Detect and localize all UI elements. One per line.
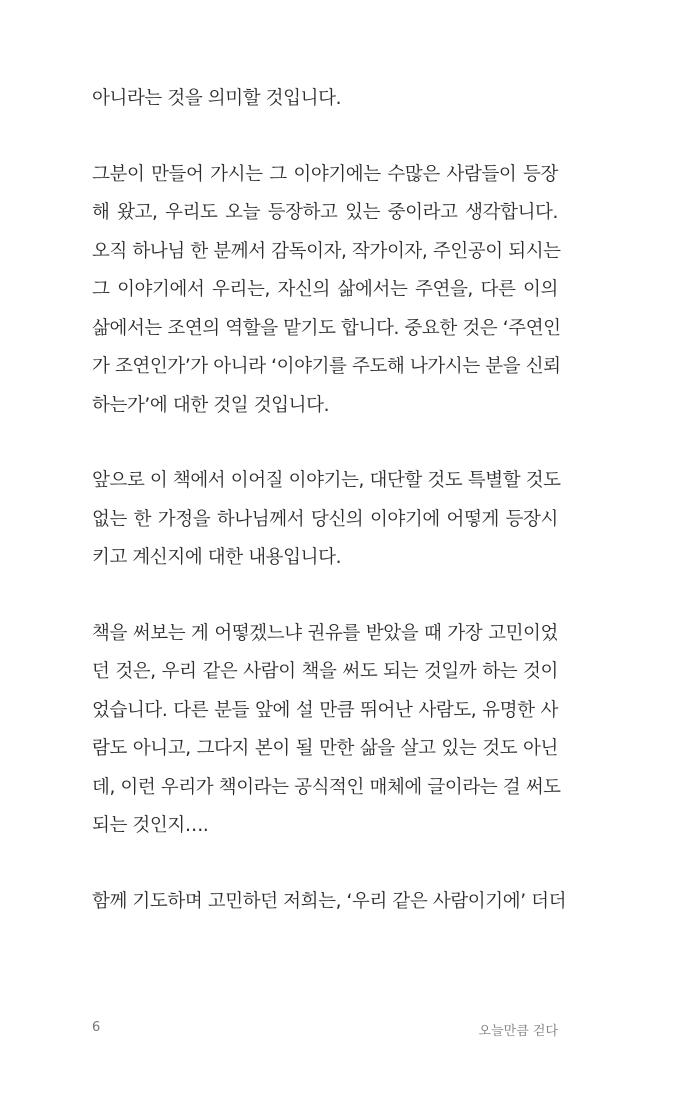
paragraph-3 <box>92 462 561 578</box>
text-line: 앞으로 이 책에서 이어질 이야기는, 대단할 것도 특별할 것도 <box>92 470 561 491</box>
page-number: 6 <box>92 1020 101 1035</box>
text-line: 그분이 만들어 가시는 그 이야기에는 수많은 사람들이 등장 <box>92 163 558 185</box>
text-line: 그 이야기에서 우리는, 자신의 삶에서는 주연을, 다른 이의 <box>92 279 558 300</box>
text-line: 었습니다. 다른 분들 앞에 설 만큼 뛰어난 사람도, 유명한 사 <box>92 699 558 721</box>
text-line: 삶에서는 조연의 역할을 맡기도 합니다. 중요한 것은 ‘주연인 <box>92 317 561 339</box>
text-line: 가 조연인가’가 아니라 ‘이야기를 주도해 나가시는 분을 신뢰 <box>92 356 561 377</box>
text-line: 아니라는 것을 의미할 것입니다. <box>92 88 342 109</box>
text-line: 함께 기도하며 고민하던 저희는, ‘우리 같은 사람이기에’ 더더 <box>92 890 567 912</box>
text-line: 데, 이런 우리가 책이라는 공식적인 매체에 글이라는 걸 써도 <box>92 776 561 798</box>
text-line: 하는가’에 대한 것일 것입니다. <box>92 394 330 416</box>
paragraph-2 <box>92 156 561 426</box>
paragraph-gap <box>92 425 558 462</box>
page-footer <box>92 1020 558 1040</box>
page-body <box>92 80 567 921</box>
paragraph-gap <box>92 119 558 156</box>
text-line: 책을 써보는 게 어떻겠느냐 권유를 받았을 때 가장 고민이었 <box>92 622 558 644</box>
paragraph-gap <box>92 846 558 883</box>
text-line: 던 것은, 우리 같은 사람이 책을 써도 되는 것일까 하는 것이 <box>92 661 558 682</box>
paragraph-1 <box>92 80 558 119</box>
text-line: 람도 아니고, 그다지 본이 될 만한 삶을 살고 있는 것도 아닌 <box>92 738 558 759</box>
text-line: 키고 계신지에 대한 내용입니다. <box>92 547 342 568</box>
text-line: 되는 것인지…. <box>92 815 209 836</box>
text-line: 오직 하나님 한 분께서 감독이자, 작가이자, 주인공이 되시는 <box>92 240 561 262</box>
text-line: 없는 한 가정을 하나님께서 당신의 이야기에 어떻게 등장시 <box>92 508 558 530</box>
text-line: 해 왔고, 우리도 오늘 등장하고 있는 중이라고 생각합니다. <box>92 202 558 223</box>
running-title: 오늘만큼 걷다 <box>478 1024 558 1039</box>
paragraph-4 <box>92 615 561 846</box>
paragraph-gap <box>92 578 558 615</box>
paragraph-5 <box>92 883 567 922</box>
